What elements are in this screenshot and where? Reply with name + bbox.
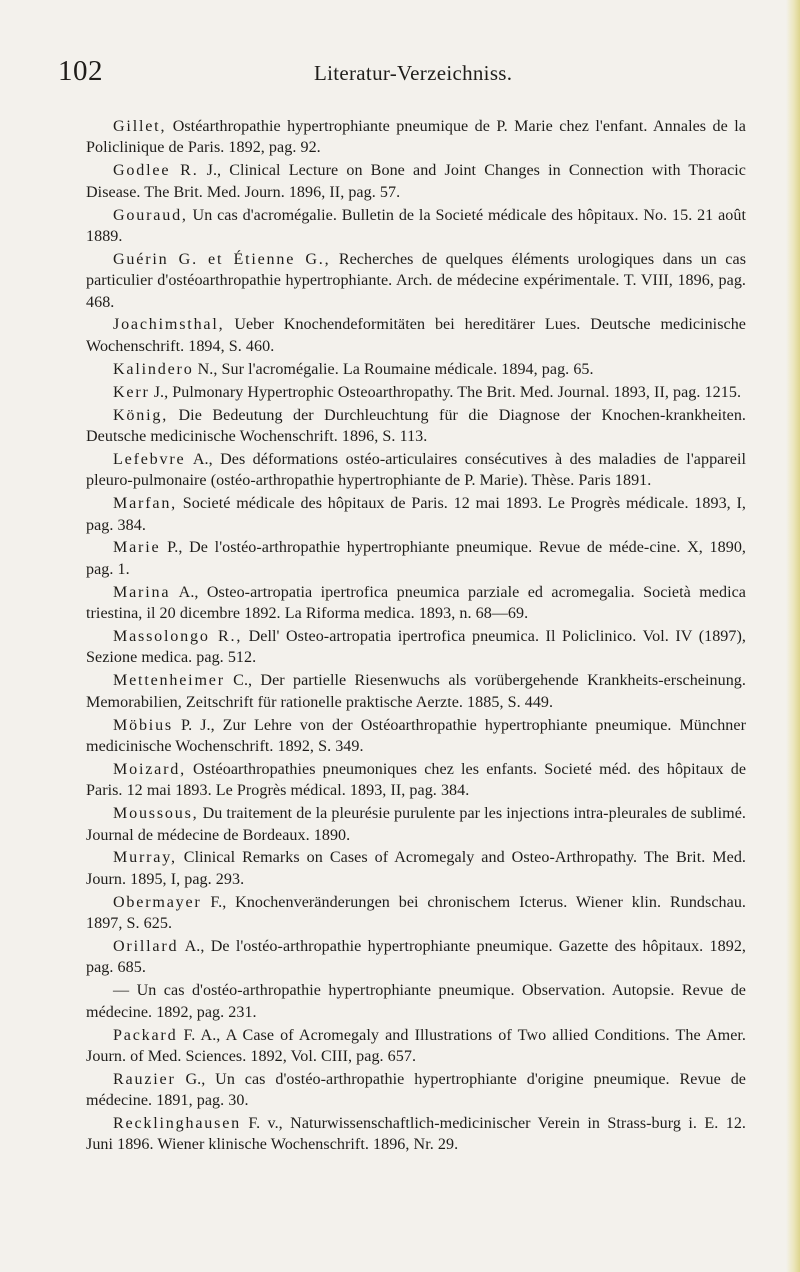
reference-text: C., Der partielle Riesenwuchs als vorübergehende Krankheits-erscheinung. Memorabilien, Zeitschrift für rationelle praktische Aerzte. 1885, S. 449. — [86, 672, 746, 711]
reference-entry — [59, 892, 746, 935]
reference-entry — [59, 670, 746, 713]
reference-author: Joachimsthal, — [113, 316, 225, 334]
reference-author: Godlee R. — [113, 162, 199, 180]
reference-text: P. J., Zur Lehre von der Ostéoarthropathie hypertrophiante pneumique. Münchner medicinische Wochenschrift. 1892, S. 349. — [86, 716, 746, 755]
reference-author: Packard — [113, 1026, 178, 1044]
reference-text: Societé médicale des hôpitaux de Paris. 12 mai 1893. Le Progrès médicale. 1893, I, pag. 384. — [86, 495, 746, 534]
reference-text: Du traitement de la pleurésie purulente par les injections intra-pleurales de sublimé. Journal de médecine de Bordeaux. 1890. — [86, 805, 746, 844]
reference-entry — [59, 449, 746, 492]
reference-author: Recklinghausen — [113, 1115, 241, 1133]
reference-entry — [59, 803, 746, 846]
reference-author: Lefebvre — [113, 450, 186, 468]
reference-text: A., Des déformations ostéo-articulaires consécutives à des maladies de l'appareil pleuro-pulmonaire (ostéo-arthropathie hypertrophiante de P. Marie). Thèse. Paris 1891. — [86, 450, 747, 490]
reference-text: Ostéoarthropathies pneumoniques chez les enfants. Societé méd. des hôpitaux de Paris. 12 mai 1893. Le Progrès médical. 1893, II, pag. 384. — [86, 760, 747, 800]
reference-author: Mettenheimer — [113, 672, 225, 690]
reference-author: König, — [113, 406, 169, 424]
reference-author: Rauzier — [113, 1070, 176, 1088]
reference-text: P., De l'ostéo-arthropathie hypertrophiante pneumique. Revue de méde-cine. X, 1890, pag. 1. — [86, 539, 746, 578]
reference-text: Un cas d'acromégalie. Bulletin de la Societé médicale des hôpitaux. No. 15. 21 août 1889. — [86, 206, 747, 245]
reference-entry — [59, 382, 746, 403]
reference-author: Kerr — [113, 383, 150, 401]
reference-author: Kalindero — [113, 360, 194, 378]
reference-text: N., Sur l'acromégalie. La Roumaine médicale. 1894, pag. 65. — [197, 360, 594, 378]
reference-entry — [59, 314, 746, 357]
page-header — [58, 54, 748, 94]
reference-text: Die Bedeutung der Durchleuchtung für die Diagnose der Knochen-krankheiten. Deutsche medicinische Wochenschrift. 1896, S. 113. — [86, 406, 746, 445]
running-title: Literatur-Verzeichniss. — [314, 61, 513, 85]
reference-author: Obermayer — [113, 893, 202, 911]
reference-entry — [59, 493, 746, 536]
reference-text: F., Knochenveränderungen bei chronischem Icterus. Wiener klin. Rundschau. 1897, S. 625. — [86, 893, 746, 933]
reference-author: Murray, — [113, 849, 177, 867]
reference-text: G., Un cas d'ostéo-arthropathie hypertrophiante d'origine pneumique. Revue de médecine. 1891, pag. 30. — [86, 1070, 746, 1110]
reference-author: Massolongo R., — [113, 628, 243, 646]
reference-entry — [59, 249, 746, 313]
reference-entry — [59, 1025, 746, 1068]
reference-entry — [59, 582, 746, 625]
reference-entry — [59, 626, 746, 669]
reference-entry — [59, 980, 746, 1023]
reference-text: Ostéarthropathie hypertrophiante pneumique de P. Marie chez l'enfant. Annales de la Policlinique de Paris. 1892, pag. 92. — [86, 118, 746, 157]
reference-text: Ueber Knochendeformitäten bei hereditärer Lues. Deutsche medicinische Wochenschrift. 1894, S. 460. — [86, 316, 746, 355]
reference-text: Clinical Remarks on Cases of Acromegaly and Osteo-Arthropathy. The Brit. Med. Journ. 1895, I, pag. 293. — [86, 849, 746, 888]
reference-entry — [59, 847, 746, 890]
reference-text: — Un cas d'ostéo-arthropathie hypertrophiante pneumique. Observation. Autopsie. Revue de médecine. 1892, pag. 231. — [86, 982, 746, 1021]
reference-entry — [59, 537, 746, 580]
reference-entry — [59, 759, 746, 802]
reference-entry — [59, 1069, 746, 1112]
reference-entry — [59, 205, 746, 248]
reference-text: A., De l'ostéo-arthropathie hypertrophiante pneumique. Gazette des hôpitaux. 1892, pag. 685. — [86, 938, 746, 977]
reference-text: J., Pulmonary Hypertrophic Osteoarthropathy. The Brit. Med. Journal. 1893, II, pag. 1215. — [153, 383, 742, 401]
reference-text: Recherches de quelques éléments urologiques dans un cas particulier d'ostéoarthropathie hypertrophiante. Arch. de médecine expérimentale. T. VIII, 1896, pag. 468. — [86, 250, 747, 311]
reference-entry — [59, 359, 746, 380]
page-number: 102 — [58, 55, 103, 87]
page-edge-shading — [786, 0, 800, 1272]
reference-author: Orillard — [113, 938, 179, 955]
reference-list — [86, 116, 746, 1156]
reference-entry — [59, 116, 746, 159]
reference-entry — [59, 160, 746, 203]
reference-author: Marina — [113, 583, 171, 601]
reference-text: F. v., Naturwissenschaftlich-medicinischer Verein in Strass-burg i. E. 12. Juni 1896. Wiener klinische Wochenschrift. 1896, Nr. 29. — [86, 1115, 746, 1154]
reference-entry — [59, 405, 746, 448]
reference-text: F. A., A Case of Acromegaly and Illustrations of Two allied Conditions. The Amer. Journ. of Med. Sciences. 1892, Vol. CIII, pag. 657. — [86, 1026, 746, 1065]
reference-text: A., Osteo-artropatia ipertrofica pneumica parziale ed acromegalia. Società medica triestina, il 20 dicembre 1892. La Riforma medica. 1893, n. 68—69. — [86, 583, 746, 623]
reference-author: Marfan, — [113, 495, 177, 513]
reference-author: Möbius — [113, 716, 173, 734]
reference-author: Gillet, — [113, 118, 167, 135]
reference-entry — [59, 715, 746, 758]
reference-author: Gouraud, — [113, 206, 188, 224]
reference-author: Marie — [113, 539, 161, 557]
reference-author: Guérin G. et Étienne G., — [113, 250, 331, 268]
reference-text: J., Clinical Lecture on Bone and Joint Changes in Connection with Thoracic Disease. The Brit. Med. Journ. 1896, II, pag. 57. — [86, 162, 746, 201]
reference-text: Dell' Osteo-artropatia ipertrofica pneumica. Il Policlinico. Vol. IV (1897), Sezione medica. pag. 512. — [86, 628, 746, 667]
reference-author: Moussous, — [113, 805, 199, 823]
reference-entry — [59, 1113, 746, 1156]
reference-entry — [59, 936, 746, 979]
reference-author: Moizard, — [113, 760, 186, 778]
